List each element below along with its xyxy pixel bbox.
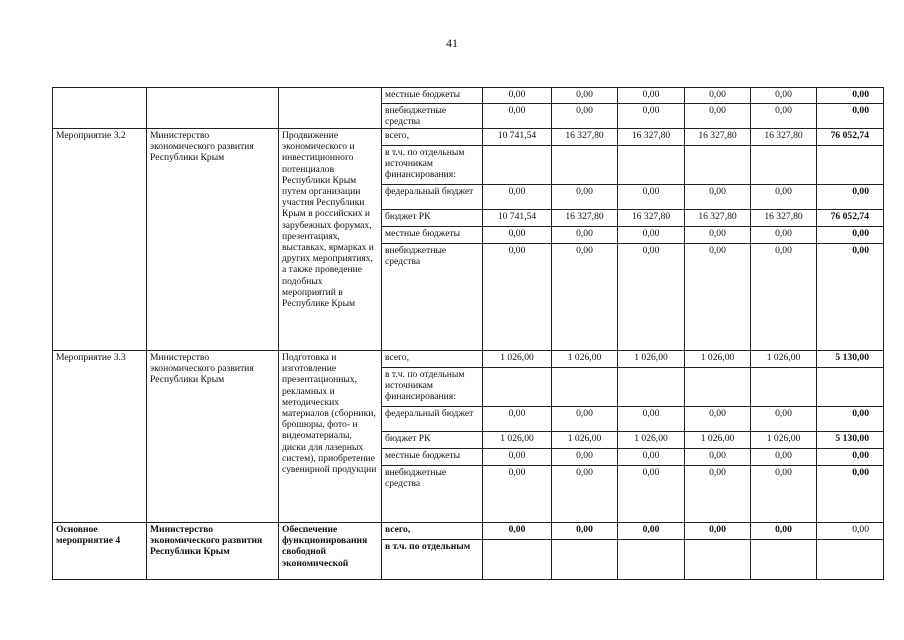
value-cell: 0,00 [618, 104, 685, 129]
table-row [53, 351, 884, 368]
value-cell: 0,00 [685, 185, 751, 210]
value-cell: 1 026,00 [483, 351, 552, 368]
value-cell: 16 327,80 [685, 129, 751, 146]
page-number: 41 [446, 36, 458, 50]
value-cell: 16 327,80 [751, 129, 817, 146]
source-cell: всего, [382, 351, 483, 368]
source-cell: внебюджетные средства [382, 104, 483, 129]
source-cell: бюджет РК [382, 210, 483, 227]
total-cell: 0,00 [817, 523, 884, 540]
value-cell [751, 146, 817, 185]
value-cell: 10 741,54 [483, 210, 552, 227]
value-cell [751, 368, 817, 407]
total-cell [817, 146, 884, 185]
value-cell: 0,00 [751, 104, 817, 129]
event-cell: Основное мероприятие 4 [53, 523, 147, 580]
value-cell: 16 327,80 [685, 210, 751, 227]
total-cell: 76 052,74 [817, 129, 884, 146]
total-cell: 0,00 [817, 104, 884, 129]
value-cell: 0,00 [751, 407, 817, 432]
source-cell: всего, [382, 523, 483, 540]
value-cell: 0,00 [552, 407, 618, 432]
source-cell: федеральный бюджет [382, 407, 483, 432]
value-cell: 1 026,00 [685, 432, 751, 449]
description-cell: Продвижение экономического и инвестиционного потенциалов Республики Крым путем организации участия Республики Крым в российских и зарубежных форумах, презентациях, выставках, ярмарках и других мероприятиях, а также проведение подобных мероприятий в Республике Крым [279, 129, 382, 351]
value-cell: 0,00 [685, 466, 751, 523]
source-cell: федеральный бюджет [382, 185, 483, 210]
table-row [53, 129, 884, 146]
value-cell: 0,00 [618, 244, 685, 351]
event-cell [53, 88, 147, 129]
total-cell [817, 368, 884, 407]
source-cell: в т.ч. по отдельным источникам финансирования: [382, 146, 483, 185]
value-cell: 1 026,00 [751, 432, 817, 449]
value-cell: 0,00 [685, 449, 751, 466]
value-cell: 0,00 [483, 466, 552, 523]
budget-table [52, 87, 884, 580]
source-cell: всего, [382, 129, 483, 146]
value-cell [483, 368, 552, 407]
value-cell: 0,00 [618, 407, 685, 432]
value-cell: 1 026,00 [483, 432, 552, 449]
value-cell [685, 540, 751, 580]
total-cell: 76 052,74 [817, 210, 884, 227]
value-cell: 10 741,54 [483, 129, 552, 146]
total-cell [817, 540, 884, 580]
executor-cell: Министерство экономического развития Республики Крым [147, 351, 279, 523]
total-cell: 0,00 [817, 244, 884, 351]
value-cell [483, 146, 552, 185]
source-cell: бюджет РК [382, 432, 483, 449]
value-cell: 0,00 [751, 523, 817, 540]
value-cell: 1 026,00 [552, 351, 618, 368]
source-cell: внебюджетные средства [382, 244, 483, 351]
value-cell: 1 026,00 [552, 432, 618, 449]
value-cell: 0,00 [751, 88, 817, 104]
value-cell: 0,00 [618, 185, 685, 210]
value-cell: 0,00 [483, 407, 552, 432]
source-cell: в т.ч. по отдельным [382, 540, 483, 580]
value-cell: 0,00 [483, 88, 552, 104]
value-cell: 0,00 [618, 523, 685, 540]
value-cell: 0,00 [618, 227, 685, 244]
total-cell: 0,00 [817, 227, 884, 244]
value-cell: 1 026,00 [618, 432, 685, 449]
value-cell: 0,00 [552, 449, 618, 466]
executor-cell [147, 88, 279, 129]
value-cell: 0,00 [483, 244, 552, 351]
value-cell: 0,00 [483, 449, 552, 466]
value-cell: 16 327,80 [751, 210, 817, 227]
value-cell: 0,00 [483, 523, 552, 540]
value-cell: 16 327,80 [618, 129, 685, 146]
value-cell: 0,00 [552, 104, 618, 129]
total-cell: 0,00 [817, 185, 884, 210]
total-cell: 0,00 [817, 407, 884, 432]
value-cell [552, 146, 618, 185]
value-cell: 0,00 [751, 227, 817, 244]
executor-cell: Министерство экономического развития Республики Крым [147, 523, 279, 580]
value-cell: 0,00 [685, 88, 751, 104]
executor-cell: Министерство экономического развития Республики Крым [147, 129, 279, 351]
event-cell: Мероприятие 3.2 [53, 129, 147, 351]
value-cell: 0,00 [751, 185, 817, 210]
value-cell: 0,00 [483, 227, 552, 244]
total-cell: 0,00 [817, 449, 884, 466]
value-cell [685, 146, 751, 185]
value-cell: 0,00 [552, 244, 618, 351]
value-cell: 0,00 [483, 104, 552, 129]
value-cell: 0,00 [751, 466, 817, 523]
event-cell: Мероприятие 3.3 [53, 351, 147, 523]
value-cell: 1 026,00 [618, 351, 685, 368]
value-cell: 0,00 [552, 88, 618, 104]
value-cell: 16 327,80 [618, 210, 685, 227]
value-cell: 0,00 [685, 523, 751, 540]
description-cell: Подготовка и изготовление презентационных, рекламных и методических материалов (сборники, брошюры, фото- и видеоматериалы, диски для лазерных систем), приобретение сувенирной продукции [279, 351, 382, 523]
description-cell: Обеспечение функционирования свободной экономической [279, 523, 382, 580]
value-cell: 0,00 [552, 466, 618, 523]
value-cell: 0,00 [751, 244, 817, 351]
value-cell [552, 540, 618, 580]
value-cell: 1 026,00 [685, 351, 751, 368]
table-row [53, 523, 884, 540]
value-cell: 0,00 [685, 407, 751, 432]
value-cell: 0,00 [685, 227, 751, 244]
description-cell [279, 88, 382, 129]
value-cell: 0,00 [552, 227, 618, 244]
value-cell [618, 146, 685, 185]
source-cell: внебюджетные средства [382, 466, 483, 523]
value-cell [483, 540, 552, 580]
value-cell [618, 368, 685, 407]
value-cell [751, 540, 817, 580]
value-cell: 0,00 [618, 466, 685, 523]
total-cell: 5 130,00 [817, 432, 884, 449]
value-cell: 0,00 [751, 449, 817, 466]
value-cell: 0,00 [685, 244, 751, 351]
source-cell: в т.ч. по отдельным источникам финансирования: [382, 368, 483, 407]
value-cell: 0,00 [552, 185, 618, 210]
value-cell: 16 327,80 [552, 129, 618, 146]
source-cell: местные бюджеты [382, 449, 483, 466]
value-cell: 16 327,80 [552, 210, 618, 227]
value-cell: 1 026,00 [751, 351, 817, 368]
table-row [53, 88, 884, 104]
value-cell: 0,00 [552, 523, 618, 540]
total-cell: 5 130,00 [817, 351, 884, 368]
total-cell: 0,00 [817, 466, 884, 523]
value-cell [685, 368, 751, 407]
value-cell [552, 368, 618, 407]
value-cell: 0,00 [483, 185, 552, 210]
value-cell: 0,00 [685, 104, 751, 129]
total-cell: 0,00 [817, 88, 884, 104]
source-cell: местные бюджеты [382, 88, 483, 104]
value-cell: 0,00 [618, 88, 685, 104]
value-cell [618, 540, 685, 580]
source-cell: местные бюджеты [382, 227, 483, 244]
value-cell: 0,00 [618, 449, 685, 466]
